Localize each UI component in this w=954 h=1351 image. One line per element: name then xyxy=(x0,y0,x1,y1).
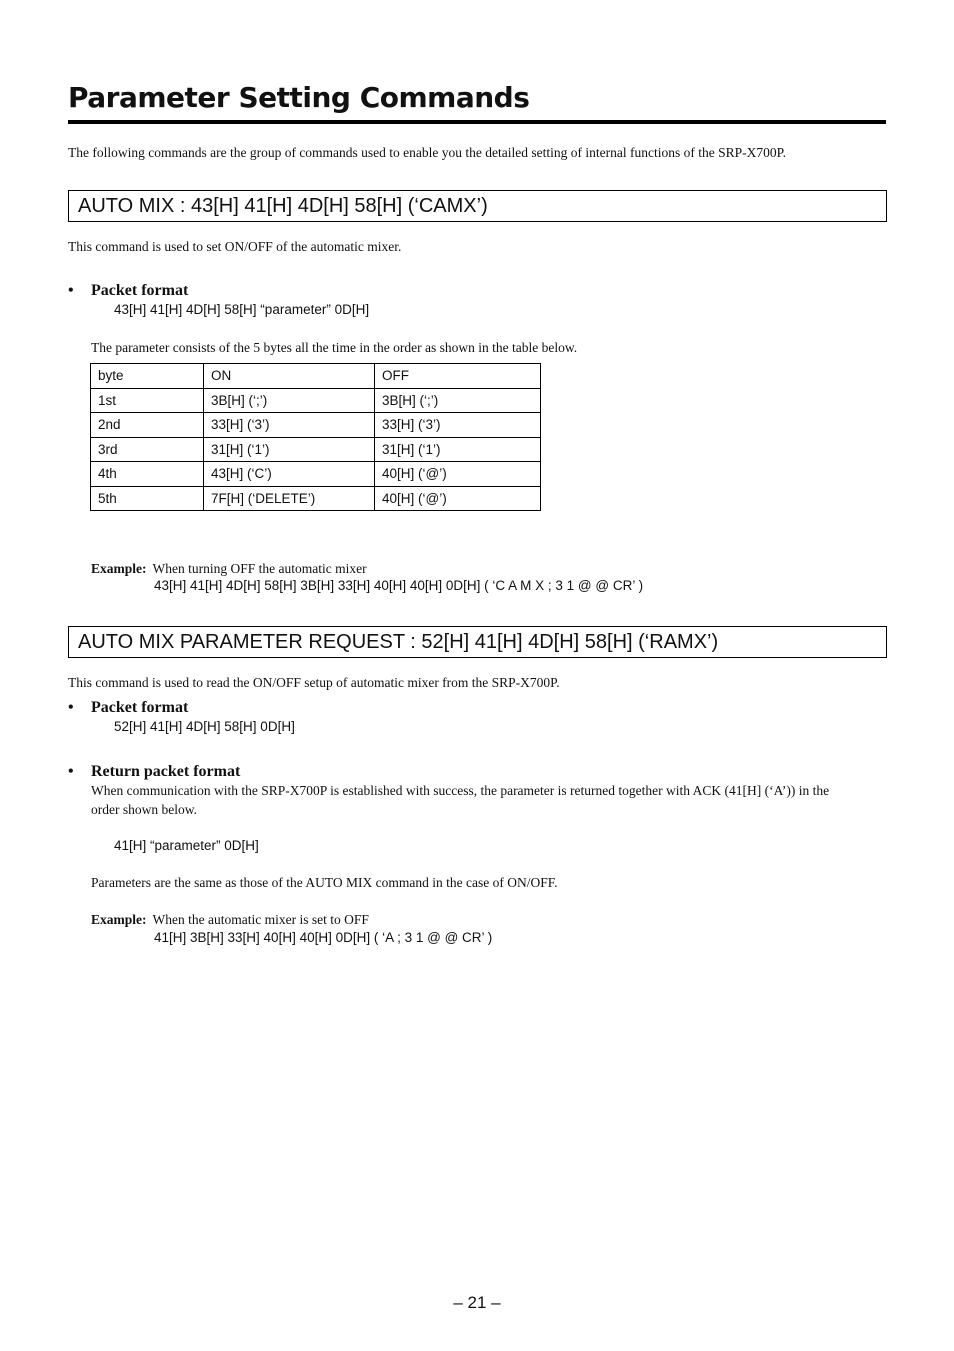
parameter-byte-table xyxy=(90,363,541,511)
parameter-note: The parameter consists of the 5 bytes all the time in the order as shown in the table below. xyxy=(91,340,578,355)
example-label: Example: xyxy=(91,912,147,927)
table-cell: 40[H] (‘@’) xyxy=(375,486,541,511)
table-header-row xyxy=(91,364,541,389)
auto-mix-description: This command is used to set ON/OFF of the automatic mixer. xyxy=(68,239,402,254)
return-packet-format-label: Return packet format xyxy=(91,763,241,780)
table-cell: 2nd xyxy=(91,413,204,438)
page-number: – 21 – xyxy=(453,1293,501,1312)
table-cell: 3B[H] (‘;’) xyxy=(204,388,375,413)
table-header-cell: ON xyxy=(204,364,375,389)
intro-text: The following commands are the group of commands used to enable you the detailed setting of internal functions of the SRP-X700P. xyxy=(68,145,786,160)
table-cell: 3B[H] (‘;’) xyxy=(375,388,541,413)
packet-format-value: 43[H] 41[H] 4D[H] 58[H] “parameter” 0D[H] xyxy=(114,302,370,317)
request-description: This command is used to read the ON/OFF setup of automatic mixer from the SRP-X700P. xyxy=(68,675,560,690)
table-cell: 31[H] (‘1’) xyxy=(204,437,375,462)
page-title: Parameter Setting Commands xyxy=(68,80,886,124)
table-cell: 4th xyxy=(91,462,204,487)
table-row xyxy=(91,388,541,413)
example-text: When turning OFF the automatic mixer xyxy=(152,561,367,576)
request-packet-format-value: 52[H] 41[H] 4D[H] 58[H] 0D[H] xyxy=(114,719,295,734)
table-row xyxy=(91,486,541,511)
example-block xyxy=(91,559,881,578)
packet-format-label: Packet format xyxy=(91,699,189,716)
section-heading-auto-mix-request: AUTO MIX PARAMETER REQUEST : 52[H] 41[H] 4D[H] 58[H] (‘RAMX’) xyxy=(68,626,887,658)
table-row xyxy=(91,437,541,462)
table-cell: 7F[H] (‘DELETE’) xyxy=(204,486,375,511)
example-label: Example: xyxy=(91,561,147,576)
bullet-icon: • xyxy=(68,282,74,299)
table-cell: 1st xyxy=(91,388,204,413)
example-text: When the automatic mixer is set to OFF xyxy=(152,912,369,927)
table-cell: 33[H] (‘3’) xyxy=(375,413,541,438)
table-header-cell: OFF xyxy=(375,364,541,389)
return-example-block xyxy=(91,910,881,929)
section-heading-auto-mix: AUTO MIX : 43[H] 41[H] 4D[H] 58[H] (‘CAMX’) xyxy=(68,190,887,222)
table-cell: 5th xyxy=(91,486,204,511)
return-description-line-2: order shown below. xyxy=(91,802,197,817)
packet-format-label: Packet format xyxy=(91,282,189,299)
bullet-icon: • xyxy=(68,699,74,716)
return-format-value: 41[H] “parameter” 0D[H] xyxy=(114,838,259,853)
return-example-code: 41[H] 3B[H] 33[H] 40[H] 40[H] 0D[H] ( ‘A ; 3 1 @ @ CR’ ) xyxy=(154,930,493,945)
return-parameter-note: Parameters are the same as those of the AUTO MIX command in the case of ON/OFF. xyxy=(91,875,558,890)
example-code: 43[H] 41[H] 4D[H] 58[H] 3B[H] 33[H] 40[H] 40[H] 0D[H] ( ‘C A M X ; 3 1 @ @ CR’ ) xyxy=(154,578,644,593)
table-cell: 40[H] (‘@’) xyxy=(375,462,541,487)
return-description-line-1: When communication with the SRP-X700P is established with success, the parameter is returned together with ACK (41[H] (‘A’)) in the xyxy=(91,783,830,798)
table-cell: 33[H] (‘3’) xyxy=(204,413,375,438)
table-cell: 3rd xyxy=(91,437,204,462)
table-cell: 43[H] (‘C’) xyxy=(204,462,375,487)
table-row xyxy=(91,413,541,438)
table-row xyxy=(91,462,541,487)
table-header-cell: byte xyxy=(91,364,204,389)
bullet-icon: • xyxy=(68,763,74,780)
table-cell: 31[H] (‘1’) xyxy=(375,437,541,462)
